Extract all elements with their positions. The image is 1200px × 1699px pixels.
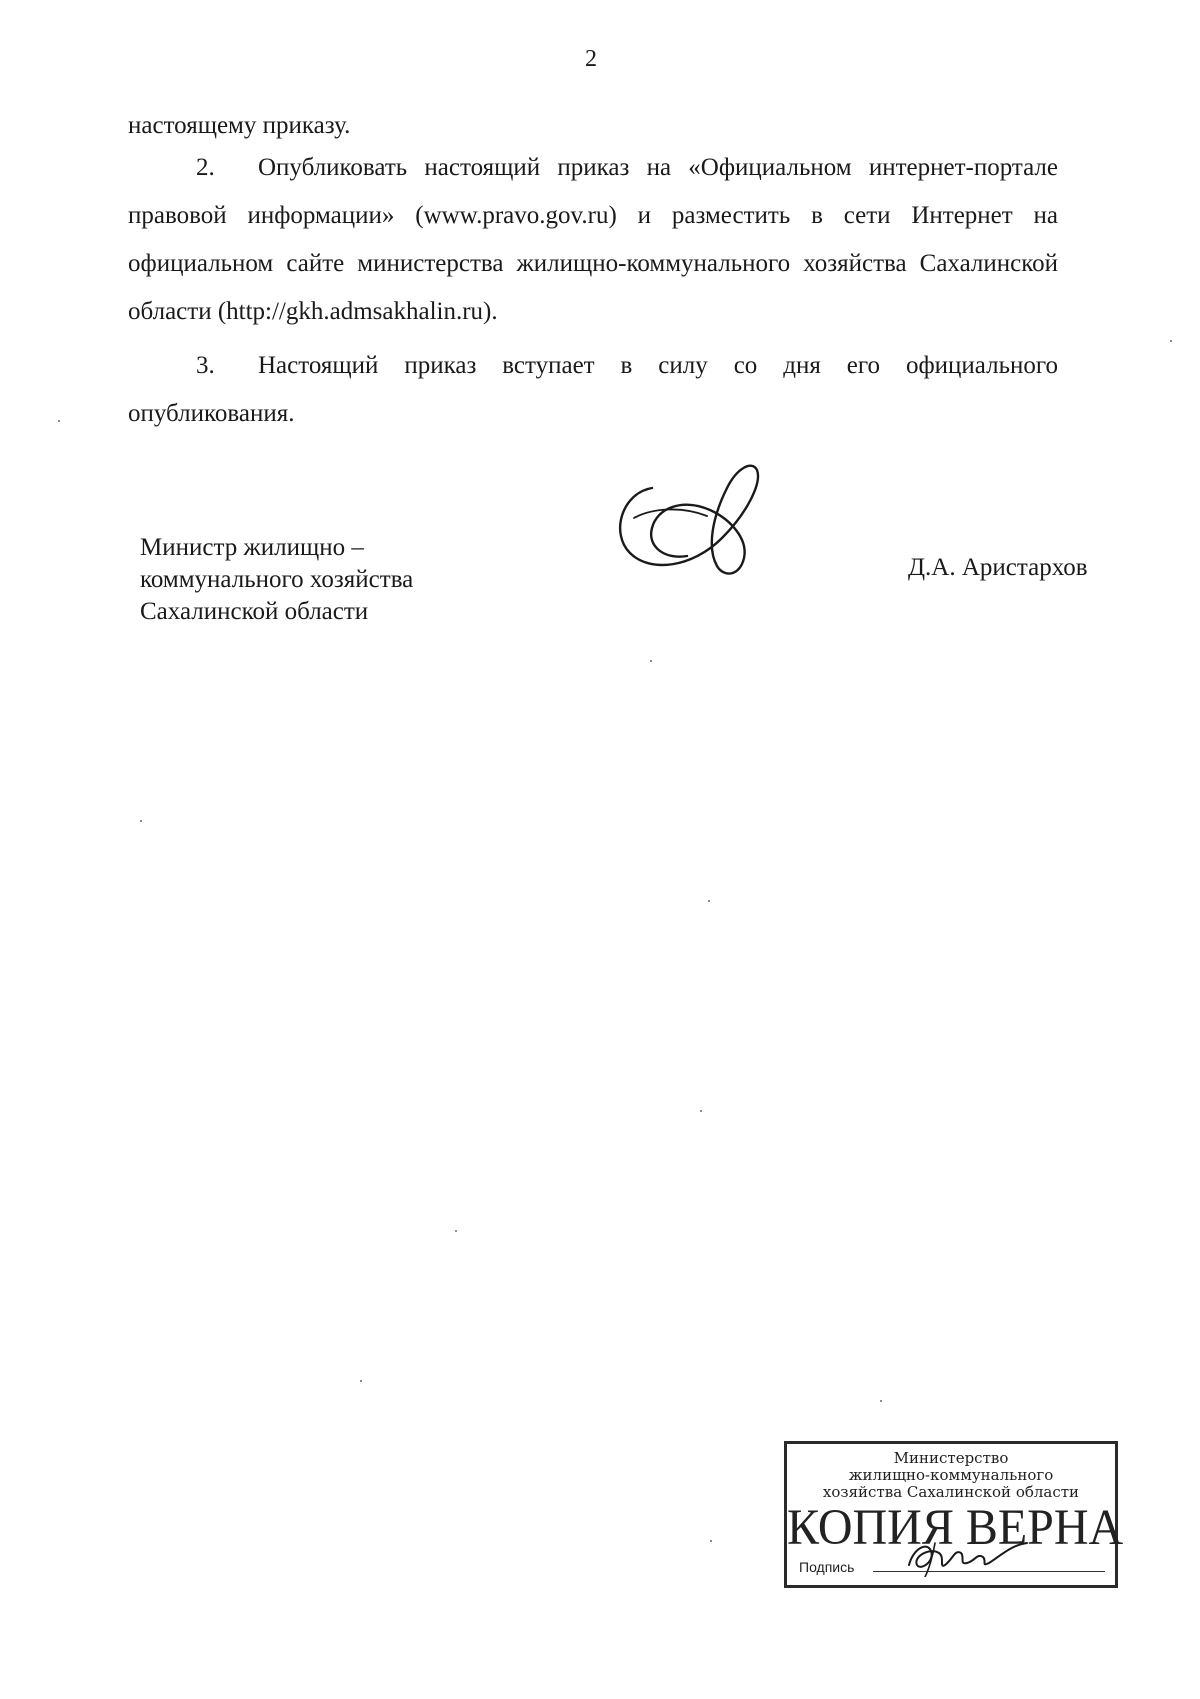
scan-speck [58, 420, 60, 422]
scan-speck [708, 900, 710, 902]
handwritten-signature [612, 458, 782, 588]
item-number: 2. [196, 154, 215, 181]
stamp-signature [899, 1535, 1039, 1577]
scan-speck [700, 1110, 702, 1112]
scan-speck [710, 1540, 712, 1542]
stamp-sign-row [799, 1547, 1105, 1577]
stamp-sign-label: Подпись [799, 1559, 855, 1575]
item-number: 3. [196, 352, 215, 379]
scan-speck [455, 1230, 457, 1232]
list-item [128, 144, 1058, 336]
item-text: Настоящий приказ вступает в силу со дня его официального опубликования. [128, 352, 1058, 427]
scan-speck [360, 1380, 362, 1382]
scan-speck [140, 820, 142, 822]
paragraph-2 [128, 144, 1058, 336]
scan-speck [880, 1400, 882, 1402]
copy-certified-stamp [784, 1441, 1124, 1588]
list-item [128, 342, 1058, 438]
item-text: Опубликовать настоящий приказ на «Официальном интернет-портале правовой информации» (www.pravo.gov.ru) и разместить в сети Интернет на официальном сайте министерства жилищно-коммунального хозяйства Сахалинской области (http://gkh.admsakhalin.ru). [128, 154, 1058, 325]
stamp-line: Министерство [893, 1449, 1009, 1467]
page-number: 2 [585, 46, 597, 72]
paragraph-tail: настоящему приказу. [128, 112, 351, 139]
signer-name: Д.А. Аристархов [908, 554, 1088, 581]
signer-title [140, 532, 413, 628]
signer-title-line: коммунального хозяйства [140, 566, 414, 593]
stamp-line: жилищно-коммунального [848, 1466, 1054, 1484]
scan-speck [1170, 340, 1172, 342]
stamp-line: хозяйства Сахалинской области [822, 1483, 1080, 1501]
stamp-title: КОПИЯ ВЕРНА [787, 1499, 1124, 1556]
signer-title-line: Министр жилищно – [140, 534, 364, 561]
signer-title-line: Сахалинской области [140, 598, 369, 625]
paragraph-3 [128, 342, 1058, 438]
scan-speck [650, 660, 652, 662]
